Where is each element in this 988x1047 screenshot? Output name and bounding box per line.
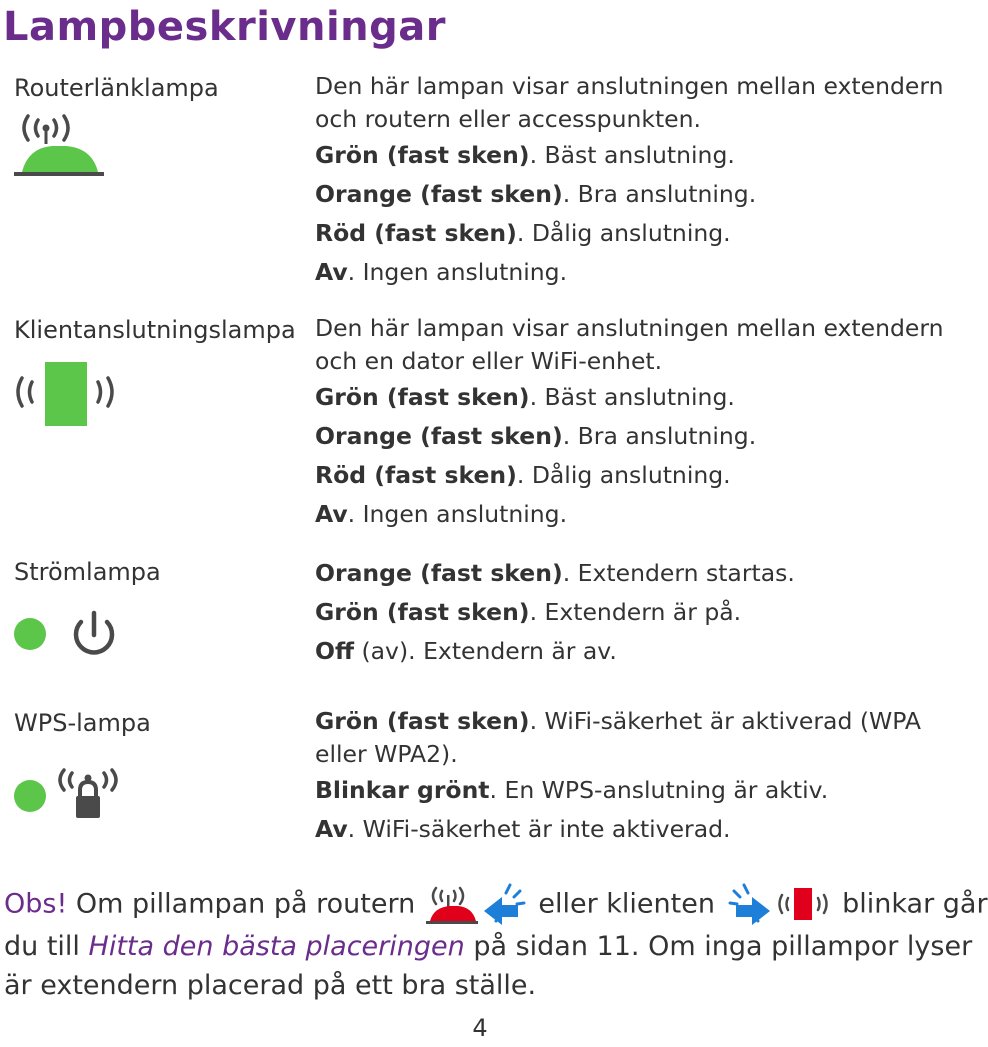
- state-line: [315, 771, 955, 810]
- router-arrow-led-red-icon: [424, 885, 480, 925]
- placement-link[interactable]: Hitta den bästa placeringen: [88, 931, 465, 962]
- description-line: och routern eller accesspunkten.: [315, 105, 702, 133]
- state-label: Blinkar grönt: [315, 776, 490, 804]
- router-link-lamp-description: [315, 70, 955, 292]
- state-text: (av). Extendern är av.: [354, 637, 617, 665]
- state-text: . WiFi-säkerhet är inte aktiverad.: [347, 815, 731, 843]
- note-text: Om pillampan på routern: [67, 888, 424, 920]
- note-paragraph: [4, 883, 988, 1005]
- client-led-red-icon: [774, 887, 834, 923]
- state-text: eller WPA2).: [315, 740, 458, 768]
- state-line: [315, 810, 955, 849]
- wps-led-icon: [12, 758, 124, 824]
- state-label: Av: [315, 815, 348, 843]
- state-text: . Bäst anslutning.: [529, 383, 735, 411]
- state-label: Av: [315, 258, 348, 286]
- state-line: [315, 593, 955, 632]
- state-text: . Extendern är på.: [529, 598, 742, 626]
- client-link-lamp-description: [315, 312, 955, 534]
- note-text: du till: [4, 931, 89, 962]
- state-line: [315, 417, 955, 456]
- page-title: Lampbeskrivningar: [3, 4, 446, 50]
- state-label: Röd (fast sken): [315, 461, 517, 489]
- router-link-led-icon: [12, 110, 107, 180]
- note-text: är extendern placerad på ett bra ställe.: [4, 970, 537, 1001]
- state-line: [315, 214, 955, 253]
- client-link-led-icon: [10, 362, 122, 430]
- client-link-lamp-label: Klientanslutningslampa: [14, 316, 296, 344]
- router-link-lamp-label: Routerlänklampa: [14, 74, 219, 102]
- state-label: Röd (fast sken): [315, 219, 517, 247]
- note-text: på sidan 11. Om inga pillampor lyser: [464, 931, 973, 962]
- state-line: [315, 253, 955, 292]
- note-text: eller klienten: [529, 888, 724, 920]
- blinking-arrow-icon: [724, 883, 774, 927]
- wps-lamp-label: WPS-lampa: [14, 709, 151, 737]
- power-led-icon: [12, 608, 122, 660]
- state-line: [315, 554, 955, 593]
- wps-lamp-description: [315, 705, 955, 849]
- state-line: [315, 495, 955, 534]
- state-label: Grön (fast sken): [315, 707, 530, 735]
- state-text: . Dålig anslutning.: [516, 219, 731, 247]
- state-line: [315, 632, 955, 671]
- state-label: Grön (fast sken): [315, 383, 530, 411]
- page-number: 4: [472, 1014, 488, 1042]
- obs-label: Obs!: [4, 888, 68, 920]
- state-text: . Dålig anslutning.: [516, 461, 731, 489]
- state-label: Orange (fast sken): [315, 422, 563, 450]
- state-label: Grön (fast sken): [315, 141, 530, 169]
- state-text: . Bra anslutning.: [562, 422, 757, 450]
- state-line: [315, 175, 955, 214]
- state-text: . Bäst anslutning.: [529, 141, 735, 169]
- state-line: [315, 738, 955, 771]
- state-text: . Bra anslutning.: [562, 180, 757, 208]
- power-lamp-label: Strömlampa: [14, 558, 161, 586]
- description-line: och en dator eller WiFi-enhet.: [315, 347, 663, 375]
- state-text: . Ingen anslutning.: [347, 258, 568, 286]
- state-label: Off: [315, 637, 355, 665]
- state-text: . En WPS-anslutning är aktiv.: [489, 776, 829, 804]
- state-label: Av: [315, 500, 348, 528]
- power-lamp-description: [315, 554, 955, 671]
- state-line: [315, 705, 955, 738]
- state-text: . WiFi-säkerhet är aktiverad (WPA: [529, 707, 921, 735]
- blinking-arrow-icon: [480, 883, 530, 927]
- state-line: [315, 378, 955, 417]
- state-label: Orange (fast sken): [315, 180, 563, 208]
- state-line: [315, 456, 955, 495]
- description-line: Den här lampan visar anslutningen mellan extendern: [315, 72, 944, 100]
- state-text: . Extendern startas.: [562, 559, 795, 587]
- state-label: Grön (fast sken): [315, 598, 530, 626]
- note-text: blinkar går: [833, 888, 988, 920]
- description-line: Den här lampan visar anslutningen mellan extendern: [315, 314, 944, 342]
- state-text: . Ingen anslutning.: [347, 500, 568, 528]
- state-label: Orange (fast sken): [315, 559, 563, 587]
- state-line: [315, 136, 955, 175]
